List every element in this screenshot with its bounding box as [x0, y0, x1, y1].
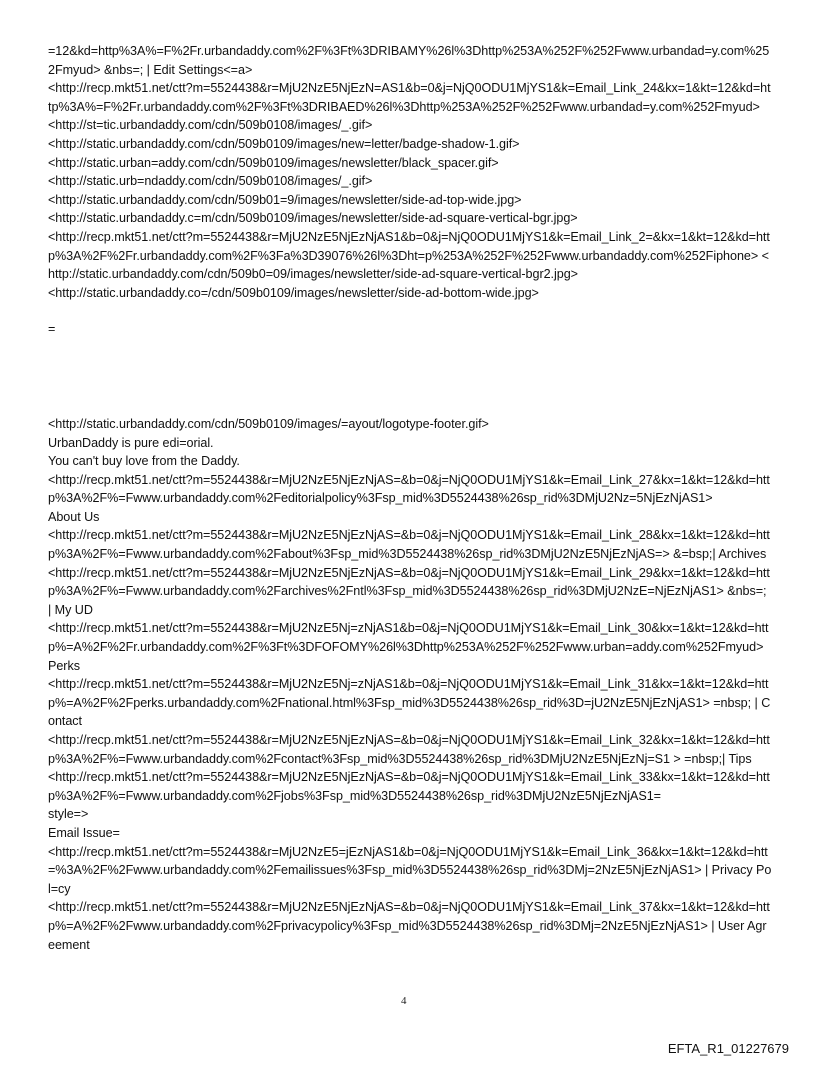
link-line: <http://recp.mkt51.net/ctt?m=5524438&r=MjU2NzE5NjEzNjAS=&b=0&j=NjQ0ODU1MjYS1&k=Email_Link_33&kx=1&kt=12&kd=http%3A%2F%=Fwww.urbandaddy.com%2Fjobs%3Fsp_mid%3D5524438%26sp_rid%3DMjU2NzE5NjEzNjAS1= — [48, 770, 770, 803]
footer-tagline: UrbanDaddy is pure edi=orial. — [48, 435, 214, 450]
image-url-line: <http://static.urbandaddy.com/cdn/509b0109/images/new=letter/badge-shadow-1.gif> — [48, 136, 520, 151]
document-id: EFTA_R1_01227679 — [667, 1041, 789, 1056]
link-line: <http://recp.mkt51.net/ctt?m=5524438&r=MjU2NzE5NjEzN=AS1&b=0&j=NjQ0ODU1MjYS1&k=Email_Link_24&kx=1&kt=12&kd=http%3A%=F%2Fr.urbandaddy.com%2F%3Ft%3DRIBAED%26l%3Dhttp%253A%252F%252Fwww.urbandad=y.com%252Fmyud> — [48, 81, 771, 114]
image-url-line: <http://st=tic.urbandaddy.com/cdn/509b0108/images/_.gif> — [48, 118, 373, 133]
footer-label: Email Issue= — [48, 825, 120, 840]
link-line: <http://recp.mkt51.net/ctt?m=5524438&r=MjU2NzE5NjEzNjAS=&b=0&j=NjQ0ODU1MjYS1&k=Email_Link_37&kx=1&kt=12&kd=http%=A%2F%2Fwww.urbandaddy.com%2Fprivacypolicy%3Fsp_mid%3D5524438%26sp_rid%3DMj=2NzE5NjEzNjAS1> | User Agreement — [48, 900, 770, 952]
image-url-line: <http://static.urbandaddy.c=m/cdn/509b0109/images/newsletter/side-ad-square-vertical-bgr.jpg> — [48, 211, 578, 226]
image-url-line: <http://static.urban=addy.com/cdn/509b0109/images/newsletter/black_spacer.gif> — [48, 155, 499, 170]
document-body — [48, 42, 773, 954]
link-line: <http://recp.mkt51.net/ctt?m=5524438&r=MjU2NzE5NjEzNjAS=&b=0&j=NjQ0ODU1MjYS1&k=Email_Link_28&kx=1&kt=12&kd=http%3A%2F%=Fwww.urbandaddy.com%2Fabout%3Fsp_mid%3D5524438%26sp_rid%3DMjU2NzE5NjEzNjAS=> &=bsp;| Archives — [48, 528, 770, 562]
link-line: <http://recp.mkt51.net/ctt?m=5524438&r=MjU2NzE5Nj=zNjAS1&b=0&j=NjQ0ODU1MjYS1&k=Email_Link_31&kx=1&kt=12&kd=http%=A%2F%2Fperks.urbandaddy.com%2Fnational.html%3Fsp_mid%3D5524438%26sp_rid%3D=jU2NzE5NjEzNjAS1> =nbsp; | Contact — [48, 677, 771, 729]
image-url-line: <http://static.urbandaddy.co=/cdn/509b0109/images/newsletter/side-ad-bottom-wide.jpg> — [48, 285, 539, 300]
footer-label: About Us — [48, 509, 100, 524]
image-url-line: <http://static.urb=ndaddy.com/cdn/509b0108/images/_.gif> — [48, 174, 373, 189]
link-line: <http://recp.mkt51.net/ctt?m=5524438&r=MjU2NzE5NjEzNjAS=&b=0&j=NjQ0ODU1MjYS1&k=Email_Link_29&kx=1&kt=12&kd=http%3A%2F%=Fwww.urbandaddy.com%2Farchives%2Fntl%3Fsp_mid%3D5524438%26sp_rid%3DMjU2NzE=NjEzNjAS1> &nbs=; | My UD — [48, 565, 770, 617]
link-line: <http://recp.mkt51.net/ctt?m=5524438&r=MjU2NzE5NjEzNjAS=&b=0&j=NjQ0ODU1MjYS1&k=Email_Link_32&kx=1&kt=12&kd=http%3A%2F%=Fwww.urbandaddy.com%2Fcontact%3Fsp_mid%3D5524438%26sp_rid%3DMjU2NzE5NjEzNj=S1 > =nbsp;| Tips — [48, 733, 770, 766]
footer-tagline: You can't buy love from the Daddy. — [48, 454, 240, 469]
spacer — [48, 339, 773, 415]
image-url-line: <http://static.urbandaddy.com/cdn/509b0109/images/=ayout/logotype-footer.gif> — [48, 416, 489, 431]
image-url-line: <http://static.urbandaddy.com/cdn/509b01=9/images/newsletter/side-ad-top-wide.jpg> — [48, 192, 522, 207]
link-line: <http://recp.mkt51.net/ctt?m=5524438&r=MjU2NzE5NjEzNjAS1&b=0&j=NjQ0ODU1MjYS1&k=Email_Link_2=&kx=1&kt=12&kd=http%3A%2F%2Fr.urbandaddy.com%2F%3Fa%3D39076%26l%3Dht=p%253A%252F%252Fwww.urbandaddy.com%252Fiphone> <http://static.urbandaddy.com/cdn/509b0=09/images/newsletter/side-ad-square-vertical-bgr2.jpg> — [48, 229, 770, 282]
link-line: <http://recp.mkt51.net/ctt?m=5524438&r=MjU2NzE5NjEzNjAS=&b=0&j=NjQ0ODU1MjYS1&k=Email_Link_27&kx=1&kt=12&kd=http%3A%2F%=Fwww.urbandaddy.com%2Feditorialpolicy%3Fsp_mid%3D5524438%26sp_rid%3DMjU2Nz=5NjEzNjAS1> — [48, 472, 770, 506]
link-line: <http://recp.mkt51.net/ctt?m=5524438&r=MjU2NzE5=jEzNjAS1&b=0&j=NjQ0ODU1MjYS1&k=Email_Link_36&kx=1&kt=12&kd=htt=%3A%2F%2Fwww.urbandaddy.com%2Femailissues%3Fsp_mid%3D5524438%26sp_rid%3DMj=2NzE5NjEzNjAS1> | Privacy Pol=cy — [48, 844, 772, 896]
link-line: <http://recp.mkt51.net/ctt?m=5524438&r=MjU2NzE5Nj=zNjAS1&b=0&j=NjQ0ODU1MjYS1&k=Email_Link_30&kx=1&kt=12&kd=http%=A%2F%2Fr.urbandaddy.com%2F%3Ft%3DFOFOMY%26l%3Dhttp%253A%252F%252Fwww.urban=addy.com%252Fmyud> Perks — [48, 621, 769, 673]
page-number: 4 — [401, 995, 407, 1007]
separator-text: = — [48, 322, 56, 337]
text-line: style=> — [48, 807, 89, 822]
text-line: =12&kd=http%3A%=F%2Fr.urbandaddy.com%2F%3Ft%3DRIBAMY%26l%3Dhttp%253A%252F%252Fwww.urbandad=y.com%252Fmyud> &nbs=; | Edit Settings<=a> — [48, 44, 770, 77]
spacer — [48, 302, 773, 320]
